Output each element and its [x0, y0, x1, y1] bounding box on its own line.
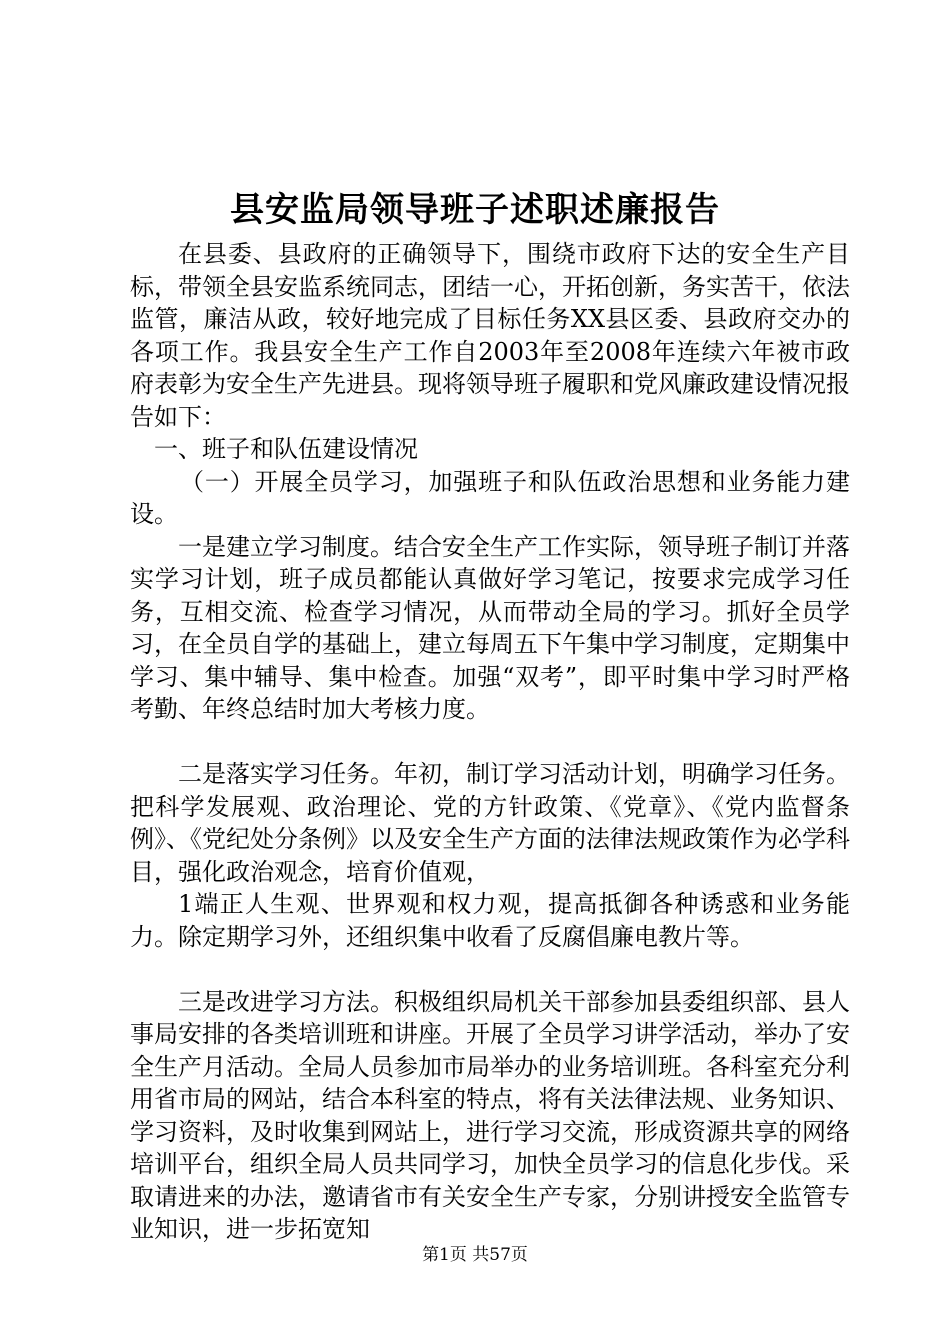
- body-paragraph: 在县委、县政府的正确领导下，围绕市政府下达的安全生产目标，带领全县安监系统同志，团结一心，开拓创新，务实苦干，依法监管，廉洁从政，较好地完成了目标任务XX县区委、县政府交办的各项工作。我县安全生产工作自2003年至2008年连续六年被市政府表彰为安全生产先进县。现将领导班子履职和党风廉政建设情况报告如下：: [130, 240, 850, 431]
- document-body: [130, 238, 850, 1246]
- blank-line: [130, 726, 850, 759]
- body-paragraph: 二是落实学习任务。年初，制订学习活动计划，明确学习任务。把科学发展观、政治理论、党的方针政策、《党章》、《党内监督条例》、《党纪处分条例》以及安全生产方面的法律法规政策作为必学科目，强化政治观念，培育价值观，: [130, 760, 850, 886]
- page-footer: 第1页 共57页: [422, 1245, 528, 1265]
- body-paragraph: 一、班子和队伍建设情况: [154, 435, 418, 463]
- body-paragraph: （一）开展全员学习，加强班子和队伍政治思想和业务能力建设。: [130, 467, 850, 528]
- body-paragraph: 1端正人生观、世界观和权力观，提高抵御各种诱惑和业务能力。除定期学习外，还组织集中收看了反腐倡廉电教片等。: [130, 890, 850, 951]
- blank-line: [130, 953, 850, 986]
- document-title: 县安监局领导班子述职述廉报告: [230, 190, 720, 230]
- body-paragraph: 一是建立学习制度。结合安全生产工作实际，领导班子制订并落实学习计划，班子成员都能认真做好学习笔记，按要求完成学习任务，互相交流、检查学习情况，从而带动全局的学习。抓好全员学习，在全员自学的基础上，建立每周五下午集中学习制度，定期集中学习、集中辅导、集中检查。加强“双考”，即平时集中学习时严格考勤、年终总结时加大考核力度。: [130, 532, 850, 723]
- body-paragraph: 三是改进学习方法。积极组织局机关干部参加县委组织部、县人事局安排的各类培训班和讲座。开展了全员学习讲学活动，举办了安全生产月活动。全局人员参加市局举办的业务培训班。各科室充分利用省市局的网站，结合本科室的特点，将有关法律法规、业务知识、学习资料，及时收集到网站上，进行学习交流，形成资源共享的网络培训平台，组织全局人员共同学习，加快全员学习的信息化步伐。采取请进来的办法，邀请省市有关安全生产专家，分别讲授安全监管专业知识，进一步拓宽知: [130, 987, 850, 1243]
